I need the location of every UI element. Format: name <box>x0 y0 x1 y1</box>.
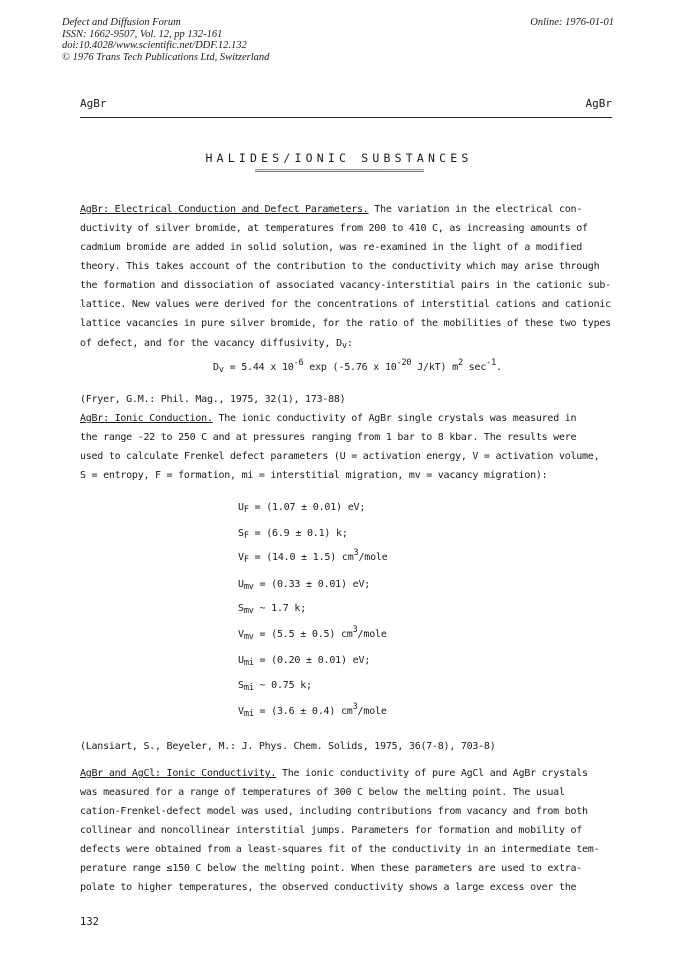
page-number: 132 <box>80 916 99 928</box>
journal-info <box>62 17 269 63</box>
abstract2-line: the range -22 to 250 C and at pressures ranging from 1 bar to 8 kbar. The results were <box>80 432 577 443</box>
online-date: Online: 1976-01-01 <box>530 17 614 28</box>
frenkel-parameter: $U_{mv} = (0.33 \pm 0.01)$ eV; <box>238 579 371 592</box>
section-title-underline: ========================================== <box>254 166 424 175</box>
section-title: HALIDES/IONIC SUBSTANCES <box>205 151 473 165</box>
abstract1-line: cadmium bromide are added in solid solution, was re-examined in the light of a modified <box>80 242 583 253</box>
abstract2-line1-rest: The ionic conductivity of AgBr single crystals was measured in <box>212 413 577 424</box>
abstract2-line: S = entropy, F = formation, mi = interstitial migration, mv = vacancy migration): <box>80 470 548 481</box>
abstract1-line: lattice vacancies in pure silver bromide, for the ratio of the mobilities of these two types <box>80 318 611 329</box>
abstract3-line: cation-Frenkel-defect model was used, including contributions from vacancy and from both <box>80 806 588 817</box>
frenkel-parameter: $V_{mv} = (5.5 \pm 0.5)$ $cm^3$/mole <box>238 625 387 642</box>
frenkel-parameter: $U_{mi} = (0.20 \pm 0.01)$ eV; <box>238 655 371 668</box>
frenkel-parameter: $V_F = (14.0 \pm 1.5)$ $cm^3$/mole <box>238 548 388 565</box>
abstract3-line: defects were obtained from a least-squares fit of the conductivity in an intermediate tem- <box>80 844 600 855</box>
abstract3-heading: AgBr and AgCl: Ionic Conductivity. <box>80 768 277 779</box>
frenkel-parameter: $S_F = (6.9 \pm 0.1)$ k; <box>238 528 348 541</box>
running-head-left: AgBr <box>80 97 107 110</box>
header-rule <box>80 117 612 118</box>
abstract1-line: the formation and dissociation of associated vacancy-interstitial pairs in the cationic sub- <box>80 280 611 291</box>
running-head-right: AgBr <box>585 97 612 110</box>
frenkel-parameter: $S_{mi}$ ~ 0.75 k; <box>238 680 312 693</box>
abstract2-reference: (Lansiart, S., Beyeler, M.: J. Phys. Chem. Solids, 1975, 36(7-8), 703-8) <box>80 741 496 752</box>
journal-name: Defect and Diffusion Forum <box>62 17 181 28</box>
frenkel-parameter: $S_{mv}$ ~ 1.7 k; <box>238 603 307 616</box>
diffusivity-equation: $D_v = 5.44$ x $10^{-6}$ exp (-5.76 x $10^{-20}$ J/kT) $m^2$ $\sec^{-1}$. <box>213 358 502 375</box>
abstract1-dv-line: of defect, and for the vacancy diffusivity, $D_v$: <box>80 338 353 351</box>
abstract3-line1-rest: The ionic conductivity of pure AgCl and AgBr crystals <box>276 768 588 779</box>
abstract3-line: was measured for a range of temperatures of 300 C below the melting point. The usual <box>80 787 565 798</box>
abstract1-heading: AgBr: Electrical Conduction and Defect Parameters. <box>80 204 369 215</box>
abstract1-line: theory. This takes account of the contribution to the conductivity which may arise through <box>80 261 600 272</box>
abstract3-line <box>80 767 612 781</box>
abstract1-reference: (Fryer, G.M.: Phil. Mag., 1975, 32(1), 173-88) <box>80 394 346 405</box>
abstract2-heading: AgBr: Ionic Conduction. <box>80 413 213 424</box>
abstract1-line: lattice. New values were derived for the concentrations of interstitial cations and cationic <box>80 299 611 310</box>
abstract3-line: collinear and noncollinear interstitial jumps. Parameters for formation and mobility of <box>80 825 583 836</box>
abstract2-line <box>80 412 612 426</box>
journal-doi: doi:10.4028/www.scientific.net/DDF.12.132 <box>62 40 247 51</box>
abstract1-line1-rest: The variation in the electrical con- <box>368 204 583 215</box>
frenkel-parameter: $V_{mi} = (3.6 \pm 0.4)$ $cm^3$/mole <box>238 702 387 719</box>
journal-copyright: © 1976 Trans Tech Publications Ltd, Switzerland <box>62 51 270 63</box>
abstract2-line: used to calculate Frenkel defect parameters (U = activation energy, V = activation volume, <box>80 451 600 462</box>
frenkel-parameter: $U_F = (1.07 \pm 0.01)$ eV; <box>238 502 366 515</box>
abstract3-line: perature range ≤150 C below the melting point. When these parameters are used to extra- <box>80 863 583 874</box>
abstract3-line: polate to higher temperatures, the observed conductivity shows a large excess over the <box>80 882 577 893</box>
abstract1-line <box>80 203 612 217</box>
journal-issn: ISSN: 1662-9507, Vol. 12, pp 132-161 <box>62 28 223 40</box>
abstract1-line: ductivity of silver bromide, at temperatures from 200 to 410 C, as increasing amounts of <box>80 223 588 234</box>
